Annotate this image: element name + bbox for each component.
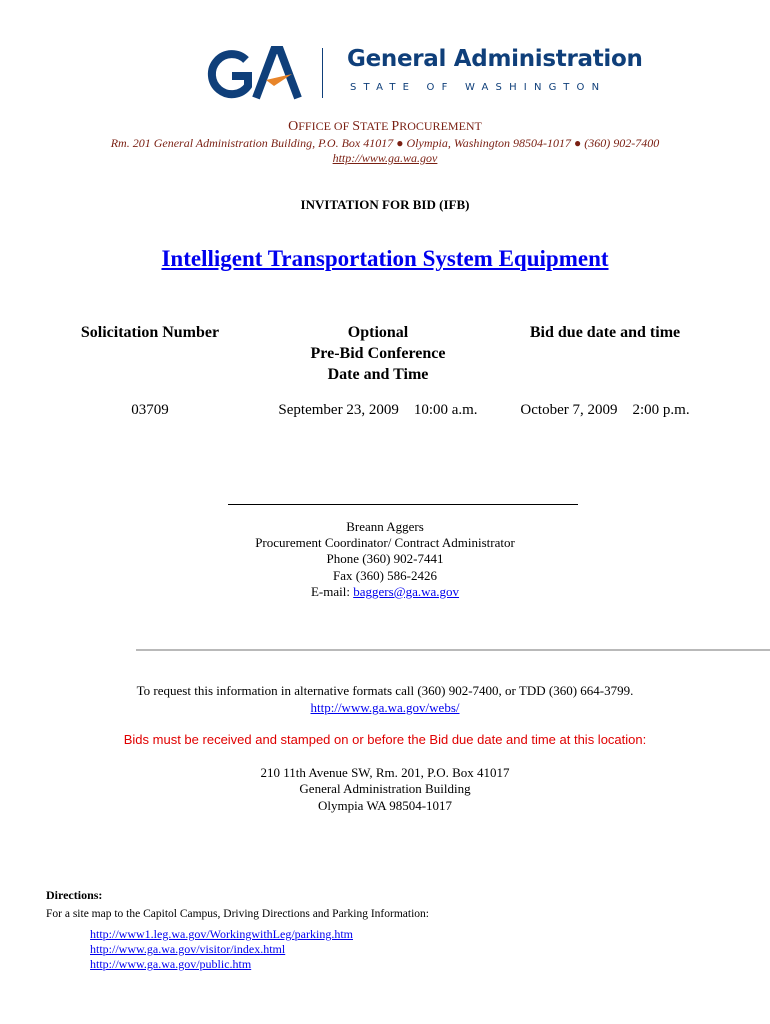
contact-phone: Phone (360) 902-7441 bbox=[326, 551, 444, 567]
prebid-heading-line: Date and Time bbox=[327, 366, 429, 383]
public-link[interactable]: http://www.ga.wa.gov/public.htm bbox=[90, 957, 252, 971]
visitor-link[interactable]: http://www.ga.wa.gov/visitor/index.html bbox=[90, 942, 286, 956]
office-title: OFFICE OF STATE PROCUREMENT bbox=[288, 119, 482, 134]
parking-link[interactable]: http://www1.leg.wa.gov/WorkingwithLeg/parking.htm bbox=[90, 927, 353, 941]
contact-block bbox=[0, 519, 770, 600]
solicitation-number: 03709 bbox=[131, 402, 169, 418]
ga-logo bbox=[200, 44, 643, 104]
directions-links bbox=[90, 927, 353, 972]
prebid-heading-line: Pre-Bid Conference bbox=[310, 345, 446, 362]
alt-formats-link[interactable]: http://www.ga.wa.gov/webs/ bbox=[310, 700, 460, 715]
contact-name: Breann Aggers bbox=[346, 519, 424, 534]
location-address bbox=[0, 765, 770, 814]
email-label: E-mail: bbox=[310, 583, 354, 599]
office-url-line bbox=[0, 151, 770, 166]
directions-text: For a site map to the Capitol Campus, Driving Directions and Parking Information: bbox=[46, 908, 429, 920]
logo-state-name: STATE OF WASHINGTON bbox=[350, 82, 607, 93]
section-divider bbox=[136, 649, 770, 651]
alt-formats bbox=[0, 682, 770, 716]
ifb-label: INVITATION FOR BID (IFB) bbox=[300, 197, 470, 212]
due-heading: Bid due date and time bbox=[529, 324, 681, 341]
logo-divider bbox=[322, 48, 323, 98]
signature-line bbox=[228, 504, 578, 505]
due-date: October 7, 2009 2:00 p.m. bbox=[520, 402, 690, 418]
prebid-heading-line: Optional bbox=[347, 324, 409, 341]
office-address: Rm. 201 General Administration Building, P.O. Box 41017 ● Olympia, Washington 98504-1017 ● (360) 902-7400 bbox=[110, 136, 660, 150]
logo-org-name: General Administration bbox=[347, 46, 643, 72]
ga-logo-mark bbox=[200, 44, 310, 104]
alt-formats-text: To request this information in alternative formats call (360) 902-7400, or TDD (360) 664-3799. bbox=[136, 683, 634, 698]
contact-email-line bbox=[0, 584, 770, 600]
bid-title[interactable]: Intelligent Transportation System Equipment bbox=[161, 246, 609, 271]
contact-fax: Fax (360) 586-2426 bbox=[333, 567, 437, 583]
prebid-heading bbox=[268, 322, 488, 385]
contact-email-link[interactable]: baggers@ga.wa.gov bbox=[353, 583, 460, 599]
contact-role: Procurement Coordinator/ Contract Administrator bbox=[255, 535, 515, 551]
location-line: General Administration Building bbox=[299, 781, 471, 797]
solicitation-heading: Solicitation Number bbox=[80, 324, 220, 341]
office-url-link[interactable]: http://www.ga.wa.gov bbox=[332, 151, 438, 165]
directions-heading: Directions: bbox=[46, 888, 103, 902]
location-line: Olympia WA 98504-1017 bbox=[317, 797, 453, 813]
bids-notice: Bids must be received and stamped on or before the Bid due date and time at this location: bbox=[123, 732, 647, 747]
prebid-date: September 23, 2009 10:00 a.m. bbox=[278, 402, 478, 418]
location-line: 210 11th Avenue SW, Rm. 201, P.O. Box 41017 bbox=[260, 765, 510, 780]
